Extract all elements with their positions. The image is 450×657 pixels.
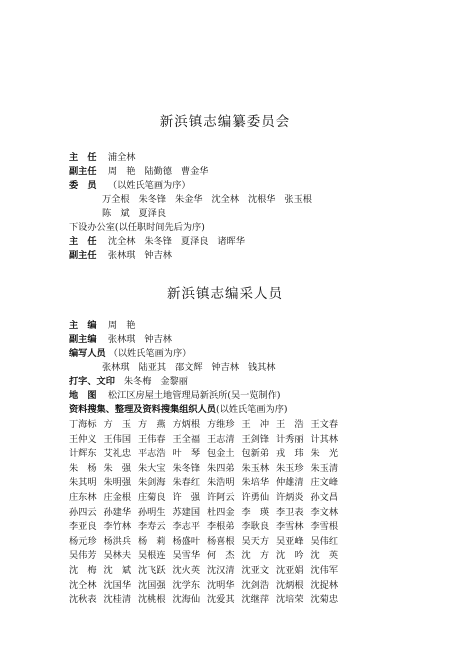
- committee-members-label: 委 员: [69, 180, 97, 191]
- collector-name: 沈培荣: [276, 594, 304, 606]
- collector-name: 朱冬锋: [172, 462, 201, 474]
- person-name: 朱冬锋: [144, 236, 172, 247]
- committee-deputy-row: [69, 166, 214, 178]
- collector-name: 平志浩: [138, 448, 166, 460]
- office-note: 下设办公室(以任职时间先后为序): [69, 222, 205, 233]
- person-name: 金黎丽: [160, 376, 188, 387]
- collector-name: 沈菊忠: [310, 594, 339, 606]
- person-name: 陆亚其: [138, 362, 167, 373]
- committee-director-label: 主 任: [69, 152, 97, 163]
- collector-name: 李寿云: [138, 521, 166, 533]
- collector-name: 吴雪华: [172, 550, 201, 562]
- person-name: 夏泽良: [138, 208, 167, 219]
- collector-name: 叶 琴: [172, 448, 201, 460]
- committee-director-names: [108, 152, 142, 163]
- person-name: 钟吉林: [211, 362, 240, 373]
- collector-name: 李志平: [172, 521, 201, 533]
- collector-name: 李耿良: [241, 521, 270, 533]
- collector-name: 沈 方: [241, 550, 270, 562]
- collector-name: 王伟国: [103, 433, 132, 445]
- collector-name: 沈捉林: [310, 579, 339, 591]
- maps-text: 松江区房屋土地管理局新浜所(吴一览制作): [107, 390, 281, 401]
- collector-name: 丁海标: [69, 419, 97, 430]
- person-name: 朱冬梅: [123, 376, 152, 387]
- person-name: 钟吉林: [144, 250, 172, 261]
- collectors-header-row: [69, 404, 287, 416]
- person-name: 夏泽良: [180, 236, 209, 247]
- deputy-editor-row: [69, 334, 178, 346]
- collector-name: 沈剑浩: [241, 579, 270, 591]
- collector-name: 朱明强: [103, 477, 132, 489]
- collector-name: 王全福: [172, 433, 201, 445]
- collector-name: 庄金根: [103, 491, 132, 503]
- person-name: 朱金华: [174, 194, 203, 205]
- collector-name: 何 杰: [207, 550, 235, 562]
- collector-name: 许炳炎: [276, 491, 304, 503]
- collector-name: 沈仝林: [69, 579, 97, 591]
- person-name: 张林琪: [107, 250, 136, 261]
- chief-editor-row: [69, 320, 141, 332]
- collector-name: 计秀丽: [276, 433, 304, 445]
- collector-name: 孙建华: [103, 506, 132, 518]
- collector-name: 许勇仙: [241, 491, 270, 503]
- collector-name: 杨盛叶: [172, 535, 201, 547]
- collector-name: 杨喜根: [207, 535, 235, 547]
- collector-name: 沈亚文: [241, 564, 270, 576]
- office-director-row: [69, 236, 251, 248]
- collector-name: 吴亚峰: [276, 535, 304, 547]
- collector-name: 朱培华: [241, 477, 270, 489]
- collector-name: 沈继萍: [241, 594, 270, 606]
- collector-name: 庄菊良: [138, 491, 166, 503]
- collector-name: 朱玉珍: [276, 462, 304, 474]
- collector-name: 王 冲: [241, 419, 270, 430]
- committee-members-row2: [102, 208, 172, 220]
- collector-name: 吴天方: [241, 535, 270, 547]
- collector-name: 李雪林: [276, 521, 304, 533]
- collector-name: 计辉东: [69, 448, 97, 460]
- collector-name: 沈飞跃: [138, 564, 166, 576]
- typing-label: 打字、文印: [69, 376, 115, 387]
- collector-name: 孙四云: [69, 506, 97, 518]
- collector-name: 沈桂清: [103, 594, 132, 606]
- collector-name: 王 浩: [276, 419, 304, 430]
- collector-name: 朱大宝: [138, 462, 166, 474]
- writers-note: （以姓氏笔画为序）: [108, 348, 192, 359]
- person-name: 钱其林: [247, 362, 276, 373]
- person-name: 沈根华: [247, 194, 276, 205]
- collector-name: 李文林: [310, 506, 339, 518]
- office-deputy-row: [69, 250, 178, 262]
- collector-name: 许 强: [172, 491, 201, 503]
- collector-name: 王志清: [207, 433, 235, 445]
- person-name: 沈全林: [211, 194, 240, 205]
- collector-name: 包新弟: [241, 448, 270, 460]
- office-director-label: 主 任: [69, 236, 97, 247]
- person-name: 陈 斌: [102, 208, 130, 219]
- collector-name: 沈学东: [172, 579, 201, 591]
- collector-name: 朱其明: [69, 477, 97, 489]
- person-name: 陆勤德: [144, 166, 172, 177]
- person-name: 万全根: [102, 194, 130, 205]
- collector-name: 杨洪兵: [103, 535, 132, 547]
- collector-name: 沈 英: [310, 550, 339, 562]
- person-name: 张林琪: [102, 362, 130, 373]
- collector-name: 包金土: [207, 448, 235, 460]
- committee-deputy-names: [108, 166, 215, 177]
- person-name: 张玉根: [284, 194, 312, 205]
- collector-name: 方 玉: [103, 419, 132, 430]
- writers-label: 编写人员: [69, 348, 106, 359]
- collector-name: 沈秋表: [69, 594, 97, 606]
- collector-name: 杨元珍: [69, 535, 97, 547]
- editors-title: 新浜镇志编采人员: [167, 286, 283, 302]
- collector-name: 王仲义: [69, 433, 97, 445]
- collector-name: 李卫表: [276, 506, 304, 518]
- person-name: 诸晖华: [217, 236, 245, 247]
- collectors-note: (以姓氏笔画为序): [216, 404, 288, 415]
- collector-name: 沈桃根: [138, 594, 166, 606]
- collectors-grid: [69, 418, 345, 608]
- collector-name: 李根弟: [207, 521, 235, 533]
- person-name: 钟吉林: [144, 334, 172, 345]
- committee-deputy-label: 副主任: [69, 166, 97, 177]
- collector-name: 沈 梅: [69, 564, 97, 576]
- collector-name: 沈火英: [172, 564, 201, 576]
- collector-name: 李 瑛: [241, 506, 270, 518]
- collector-name: 艾礼忠: [103, 448, 132, 460]
- collector-name: 方 燕: [138, 419, 166, 430]
- collector-name: 沈 斌: [103, 564, 132, 576]
- collector-name: 朱剑海: [138, 477, 166, 489]
- collector-name: 李竹林: [103, 521, 132, 533]
- person-name: 沈全林: [107, 236, 136, 247]
- collector-name: 庄文峰: [310, 477, 339, 489]
- person-name: 朱冬锋: [138, 194, 167, 205]
- collector-name: 庄东林: [69, 491, 97, 503]
- person-name: 邵文辉: [174, 362, 203, 373]
- collector-name: 朱春红: [172, 477, 201, 489]
- maps-label: 地 图: [69, 390, 97, 401]
- collector-name: 朱四弟: [207, 462, 235, 474]
- collector-name: 方维珍: [207, 419, 235, 430]
- committee-members-row: [69, 180, 191, 192]
- collector-name: 吴伟红: [310, 535, 339, 547]
- collector-name: 沈汉清: [207, 564, 235, 576]
- collector-name: 沈 吟: [276, 550, 304, 562]
- collector-name: 杜四金: [207, 506, 235, 518]
- writers-names-row: [102, 362, 282, 374]
- collector-name: 朱玉清: [310, 462, 339, 474]
- collector-name: 沈国强: [138, 579, 166, 591]
- collector-name: 沈爱其: [207, 594, 235, 606]
- maps-row: [69, 390, 280, 402]
- office-deputy-label: 副主任: [69, 250, 97, 261]
- person-name: 周 艳: [107, 320, 136, 331]
- collector-name: 朱浩明: [207, 477, 235, 489]
- committee-director-row: [69, 152, 141, 164]
- collector-name: 沈明华: [207, 579, 235, 591]
- collector-name: 王文春: [310, 419, 339, 430]
- collector-name: 苏建国: [172, 506, 201, 518]
- collector-name: 沈炳根: [276, 579, 304, 591]
- collector-name: 王伟春: [138, 433, 166, 445]
- collector-name: 杨 莉: [138, 535, 166, 547]
- person-name: 周 艳: [107, 166, 136, 177]
- collector-name: 沈海仙: [172, 594, 201, 606]
- collector-name: 朱 杨: [69, 462, 97, 474]
- person-name: 浦全林: [107, 152, 136, 163]
- chief-editor-label: 主 编: [69, 320, 97, 331]
- collector-name: 沈国华: [103, 579, 132, 591]
- collector-name: 李亚良: [69, 521, 97, 533]
- writers-header-row: [69, 348, 191, 360]
- committee-members-row1: [102, 194, 318, 206]
- collector-name: 仲雄清: [276, 477, 304, 489]
- collector-name: 孙文昌: [310, 491, 339, 503]
- collector-name: 戎 玮: [276, 448, 304, 460]
- collector-name: 朱玉林: [241, 462, 270, 474]
- committee-title: 新浜镇志编纂委员会: [159, 114, 291, 130]
- typing-row: [69, 376, 194, 388]
- person-name: 曹金华: [180, 166, 209, 177]
- collector-name: 吴林夫: [103, 550, 132, 562]
- collector-name: 方炳根: [172, 419, 201, 430]
- collector-name: 许阿云: [207, 491, 235, 503]
- collector-name: 计其林: [310, 433, 339, 445]
- collector-name: 朱 强: [103, 462, 132, 474]
- collector-name: 沈亚娟: [276, 564, 304, 576]
- collector-name: 朱 光: [310, 448, 339, 460]
- collector-name: 吴根连: [138, 550, 166, 562]
- collector-name: 李雪根: [310, 521, 339, 533]
- collectors-label: 资料搜集、整理及资料搜集组织人员: [69, 404, 216, 415]
- collector-name: 吴伟芳: [69, 550, 97, 562]
- collector-name: 孙明生: [138, 506, 166, 518]
- person-name: 张林琪: [107, 334, 136, 345]
- committee-members-note: （以姓氏笔画为序）: [107, 180, 191, 191]
- deputy-editor-label: 副主编: [69, 334, 97, 345]
- collector-name: 王剑锋: [241, 433, 270, 445]
- collector-name: 沈伟军: [310, 564, 339, 576]
